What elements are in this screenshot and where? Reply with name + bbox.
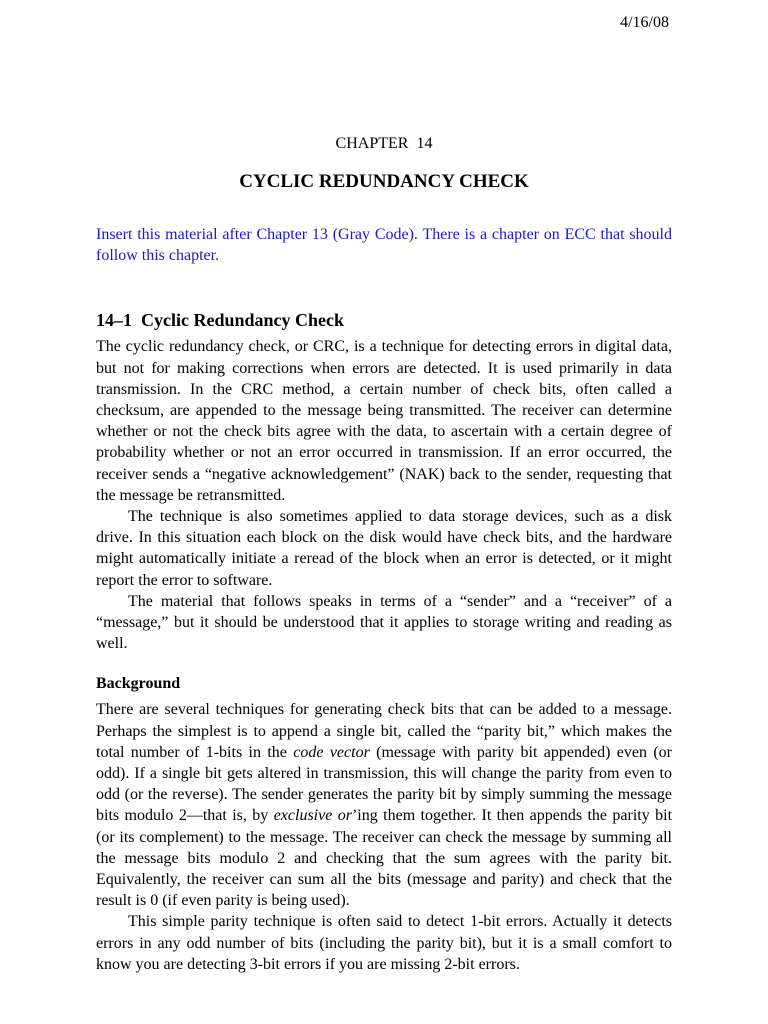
- chapter-title: CYCLIC REDUNDANCY CHECK: [239, 171, 529, 192]
- editorial-note: Insert this material after Chapter 13 (Gray Code). There is a chapter on ECC that should follow this chapter.: [96, 226, 672, 265]
- section-paragraph-3: The material that follows speaks in terms of a “sender” and a “receiver” of a “message,” but it should be understood that it applies to storage writing and reading as well.: [96, 592, 672, 653]
- background-text-c: ’ing them together. It then appends the parity bit (or its complement) to the message. The receiver can check the message by summing all the message bits modulo 2 and checking that the sum agrees with the parity bit. Equivalently, the receiver can sum all the bits (message and parity) and check that the result is 0 (if even parity is being used).: [96, 807, 673, 910]
- document-body: [96, 224, 672, 975]
- term-code-vector: code vector: [293, 743, 370, 761]
- background-paragraph-1: [96, 699, 672, 911]
- section-paragraph-2: The technique is also sometimes applied to data storage devices, such as a disk drive. In this situation each block on the disk would have check bits, and the hardware might automatically initiate a reread of the block when an error is detected, or it might report the error to software.: [96, 508, 672, 589]
- section-paragraph-1: The cyclic redundancy check, or CRC, is a technique for detecting errors in digital data, but not for making corrections when errors are detected. It is used primarily in data transmission. In the CRC method, a certain number of check bits, often called a checksum, are appended to the message being transmitted. The receiver can determine whether or not the check bits agree with the data, to ascertain with a certain degree of probability whether or not an error occurred in transmission. If an error occurred, the receiver sends a “negative acknowledgement” (NAK) back to the sender, requesting that the message be retransmitted.: [96, 338, 672, 504]
- subsection-heading-background: Background: [96, 675, 181, 693]
- section-heading: 14–1 Cyclic Redundancy Check: [96, 310, 345, 331]
- background-text-b: (message with parity bit appended) even (or odd). If a single bit gets altered in transmission, this will change the parity from even to odd (or the reverse). The sender generates the parity bit by simply summing the message bits modulo 2—that is, by: [96, 743, 672, 825]
- background-text-a: There are several techniques for generating check bits that can be added to a message. Perhaps the simplest is to append a single bit, called the “parity bit,” which makes the total number of 1-bits in the: [96, 701, 672, 761]
- page-date: 4/16/08: [620, 14, 669, 31]
- chapter-label: CHAPTER 14: [335, 135, 433, 152]
- term-exclusive-or: exclusive or: [273, 807, 352, 825]
- background-paragraph-2: This simple parity technique is often said to detect 1-bit errors. Actually it detects errors in any odd number of bits (including the parity bit), but it is a small comfort to know you are detecting 3-bit errors if you are missing 2-bit errors.: [96, 913, 672, 973]
